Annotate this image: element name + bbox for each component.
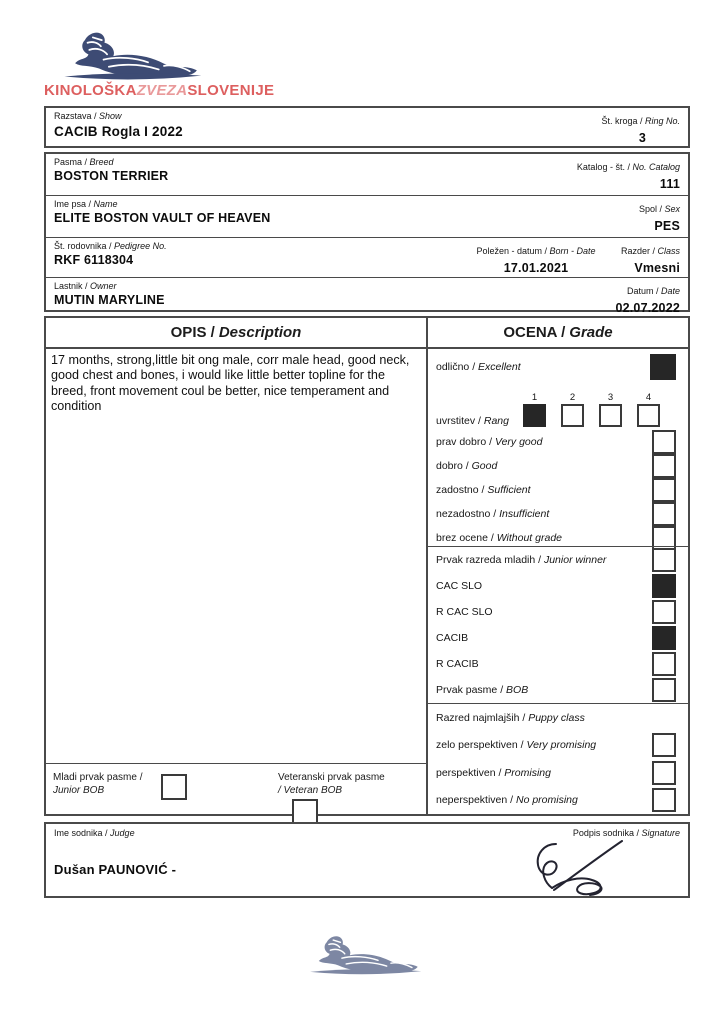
description-grade-section	[44, 316, 690, 816]
puppy-class-section	[428, 703, 688, 814]
grade-marks-section	[428, 349, 688, 546]
rang-3-number: 3	[607, 392, 614, 403]
born-date-label: Poležen - datum / Born - Date	[476, 246, 596, 256]
class-label: Razder / Class	[620, 246, 680, 256]
bob-awards-strip	[46, 763, 426, 814]
very-promising-checkbox[interactable]	[652, 733, 676, 757]
insufficient-checkbox[interactable]	[652, 502, 676, 526]
very-promising-label: zelo perspektiven / Very promising	[436, 739, 597, 752]
grade-row-cac-slo	[436, 573, 676, 599]
owner-value: MUTIN MARYLINE	[54, 293, 165, 308]
rang-1-checkbox[interactable]	[523, 404, 546, 427]
cac-slo-label: CAC SLO	[436, 579, 483, 592]
r-cac-slo-checkbox[interactable]	[652, 600, 676, 624]
bob-label: Prvak pasme / BOB	[436, 683, 529, 696]
ring-no-cell	[560, 111, 680, 145]
sex-label: Spol / Sex	[638, 204, 680, 214]
dog-name-value: ELITE BOSTON VAULT OF HEAVEN	[54, 211, 271, 226]
grade-row-junior-winner	[436, 547, 676, 573]
no-promising-label: neperspektiven / No promising	[436, 794, 578, 807]
show-name: CACIB Rogla I 2022	[54, 124, 183, 140]
description-header: OPIS / Description	[46, 318, 426, 349]
grade-column	[428, 318, 688, 814]
grade-row-cacib	[436, 625, 676, 651]
grade-row-very-promising	[436, 732, 676, 760]
rang-option-1	[523, 392, 546, 427]
pedigree-label: Št. rodovnika / Pedigree No.	[54, 241, 167, 251]
rang-2-checkbox[interactable]	[561, 404, 584, 427]
junior-winner-label: Prvak razreda mladih / Junior winner	[436, 553, 607, 566]
dog-name-label: Ime psa / Name	[54, 199, 118, 209]
sufficient-checkbox[interactable]	[652, 478, 676, 502]
grade-row-rang	[436, 385, 676, 430]
rang-option-3	[599, 392, 622, 427]
excellent-label: odlično / Excellent	[436, 360, 521, 373]
bob-checkbox[interactable]	[652, 678, 676, 702]
org-title-part3: SLOVENIJE	[187, 82, 275, 99]
dog-info-section	[44, 152, 690, 315]
veteran-bob-label: Veteranski prvak pasme / Veteran BOB	[278, 772, 385, 796]
owner-label: Lastnik / Owner	[54, 281, 117, 291]
grade-header: OCENA / Grade	[428, 318, 688, 349]
catalog-label: Katalog - št. / No. Catalog	[576, 162, 680, 172]
cac-slo-checkbox[interactable]	[652, 574, 676, 598]
breed-label: Pasma / Breed	[54, 157, 114, 167]
grade-row-good	[436, 454, 676, 478]
rang-option-4	[637, 392, 660, 427]
born-date-cell	[451, 241, 621, 275]
insufficient-label: nezadostno / Insufficient	[436, 507, 550, 520]
date-label: Datum / Date	[626, 286, 680, 296]
excellent-checkbox[interactable]	[650, 354, 676, 380]
rang-label: uvrstitev / Rang	[436, 414, 509, 427]
veteran-bob-item	[278, 772, 426, 825]
without-grade-label: brez ocene / Without grade	[436, 531, 562, 544]
very-good-label: prav dobro / Very good	[436, 435, 543, 448]
name-row	[46, 196, 688, 238]
r-cacib-label: R CACIB	[436, 657, 479, 670]
grade-row-no-promising	[436, 787, 676, 815]
class-cell	[621, 241, 680, 275]
ring-no-label: Št. kroga / Ring No.	[601, 116, 680, 126]
judge-signature	[530, 838, 626, 900]
good-checkbox[interactable]	[652, 454, 676, 478]
date-cell	[615, 281, 680, 315]
catalog-value: 111	[659, 177, 680, 191]
class-value: Vmesni	[634, 261, 680, 275]
no-promising-checkbox[interactable]	[652, 788, 676, 812]
judge-name: Dušan PAUNOVIĆ -	[54, 862, 177, 877]
promising-checkbox[interactable]	[652, 761, 676, 785]
promising-label: perspektiven / Promising	[436, 766, 551, 779]
ring-no-value: 3	[638, 131, 646, 145]
grade-row-bob	[436, 677, 676, 703]
description-text: 17 months, strong,little bit ong male, corr male head, good neck, good chest and bones, i would like little better topline for the breed, front movement coul be better, nice temperament and condition	[51, 353, 410, 414]
born-date-value: 17.01.2021	[503, 261, 569, 275]
cacib-label: CACIB	[436, 631, 469, 644]
puppy-class-label: Razred najmlajših / Puppy class	[436, 711, 585, 724]
rang-4-checkbox[interactable]	[637, 404, 660, 427]
grade-row-insufficient	[436, 502, 676, 526]
kzs-lynx-logo-icon	[52, 30, 212, 84]
judge-label: Ime sodnika / Judge	[54, 828, 135, 838]
sufficient-label: zadostno / Sufficient	[436, 483, 531, 496]
r-cac-slo-label: R CAC SLO	[436, 605, 493, 618]
junior-winner-checkbox[interactable]	[652, 548, 676, 572]
judge-section	[44, 822, 690, 898]
rang-2-number: 2	[569, 392, 576, 403]
show-label: Razstava / Show	[54, 111, 122, 121]
owner-row	[46, 278, 688, 315]
description-column	[46, 318, 428, 814]
titles-section	[428, 546, 688, 703]
junior-bob-item	[53, 772, 187, 800]
organization-title	[44, 82, 274, 99]
org-title-part1: KINOLOŠKA	[44, 82, 137, 99]
very-good-checkbox[interactable]	[652, 430, 676, 454]
puppy-class-header	[436, 704, 676, 732]
sex-value: PES	[654, 219, 680, 233]
grade-row-very-good	[436, 430, 676, 454]
rang-3-checkbox[interactable]	[599, 404, 622, 427]
breed-value: BOSTON TERRIER	[54, 169, 169, 184]
pedigree-row	[46, 238, 688, 278]
junior-bob-checkbox[interactable]	[161, 774, 187, 800]
good-label: dobro / Good	[436, 459, 498, 472]
pedigree-value: RKF 6118304	[54, 253, 134, 268]
rang-options	[523, 392, 660, 427]
kzs-lynx-watermark-icon	[300, 924, 430, 988]
grade-row-sufficient	[436, 478, 676, 502]
grade-row-excellent	[436, 349, 676, 385]
org-title-part2: ZVEZA	[136, 82, 188, 99]
rang-4-number: 4	[645, 392, 652, 403]
cacib-checkbox[interactable]	[652, 626, 676, 650]
catalog-cell	[577, 157, 680, 191]
rang-option-2	[561, 392, 584, 427]
rang-1-number: 1	[531, 392, 538, 403]
grade-row-r-cacib	[436, 651, 676, 677]
sex-cell	[639, 199, 680, 233]
date-value: 02.07.2022	[615, 301, 680, 315]
grade-row-r-cac-slo	[436, 599, 676, 625]
r-cacib-checkbox[interactable]	[652, 652, 676, 676]
show-section	[44, 106, 690, 148]
grade-row-promising	[436, 759, 676, 787]
junior-bob-label: Mladi prvak pasme / Junior BOB	[53, 772, 143, 796]
signature-label: Podpis sodnika / Signature	[572, 828, 680, 838]
breed-row	[46, 154, 688, 196]
